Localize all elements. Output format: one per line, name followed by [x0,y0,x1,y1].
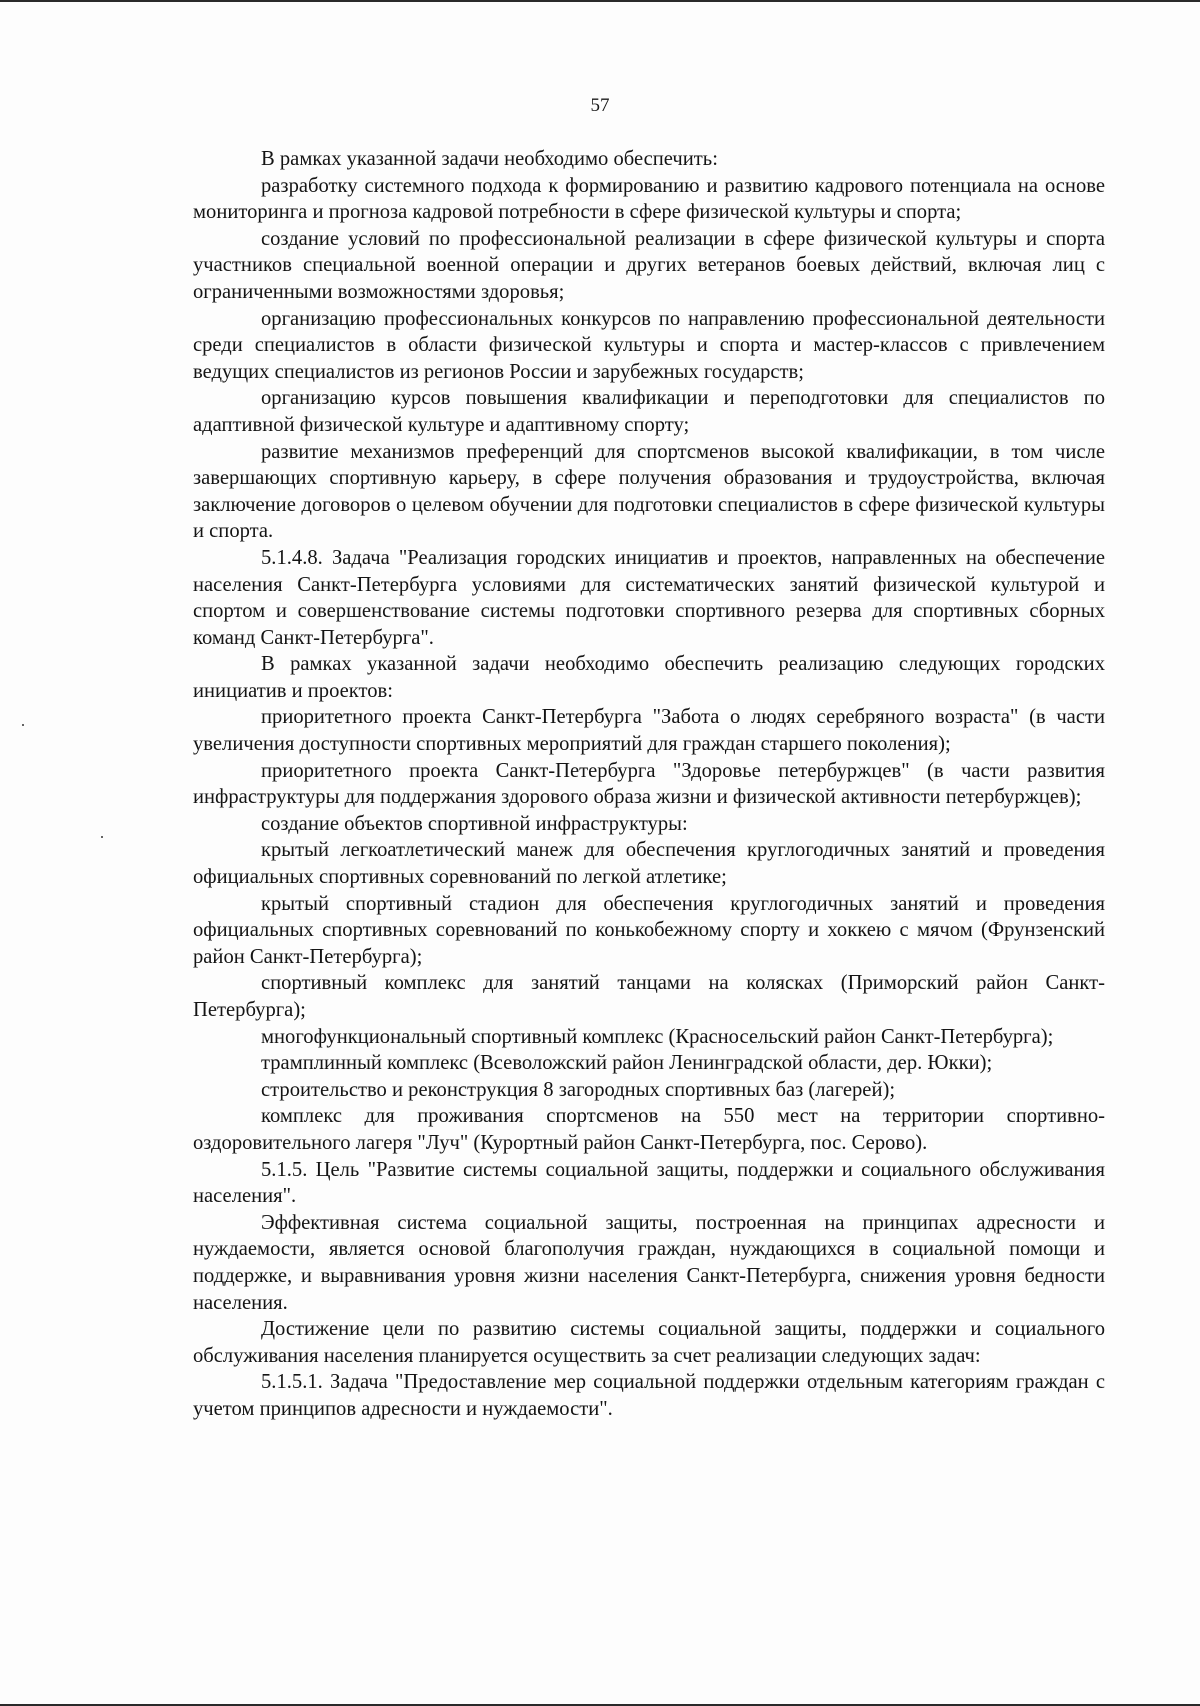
paragraph: организацию курсов повышения квалификации и переподготовки для специалистов по адаптивной физической культуре и адаптивному спорту; [193,387,1105,436]
document-body [193,146,1105,1423]
paragraph: 5.1.5.1. Задача "Предоставление мер социальной поддержки отдельным категориям граждан с учетом принципов адресности и нуждаемости". [193,1371,1105,1420]
paragraph: спортивный комплекс для занятий танцами на колясках (Приморский район Санкт-Петербурга); [193,972,1105,1021]
paragraph: приоритетного проекта Санкт-Петербурга "Здоровье петербуржцев" (в части развития инфраструктуры для поддержания здорового образа жизни и физической активности петербуржцев); [193,759,1105,809]
paragraph: создание объектов спортивной инфраструктуры: [261,812,688,835]
paragraph: В рамках указанной задачи необходимо обеспечить реализацию следующих городских инициатив и проектов: [193,653,1105,702]
paragraph: организацию профессиональных конкурсов по направлению профессиональной деятельности среди специалистов в области физической культуры и спорта и мастер-классов с привлечением ведущих специалистов из регионов России и зарубежных государств; [193,307,1105,383]
paragraph: Эффективная система социальной защиты, построенная на принципах адресности и нуждаемости, является основой благополучия граждан, нуждающихся в социальной помощи и поддержке, и выравнивания уровня жизни населения Санкт-Петербурга, снижения уровня бедности населения. [193,1211,1105,1314]
paragraph: разработку системного подхода к формированию и развитию кадрового потенциала на основе мониторинга и прогноза кадровой потребности в сфере физической культуры и спорта; [193,174,1105,224]
paragraph: строительство и реконструкция 8 загородных спортивных баз (лагерей); [261,1078,896,1101]
scan-speck [101,836,103,838]
paragraph: 5.1.5. Цель "Развитие системы социальной защиты, поддержки и социального обслуживания населения". [193,1158,1105,1208]
paragraph: крытый спортивный стадион для обеспечения круглогодичных занятий и проведения официальных спортивных соревнований по конькобежному спорту и хоккею с мячом (Фрунзенский район Санкт-Петербурга); [193,892,1105,968]
paragraph: Достижение цели по развитию системы социальной защиты, поддержки и социального обслуживания населения планируется осуществить за счет реализации следующих задач: [193,1318,1105,1367]
paragraph: 5.1.4.8. Задача "Реализация городских инициатив и проектов, направленных на обеспечение населения Санкт-Петербурга условиями для систематических занятий физической культурой и спортом и совершенствование системы подготовки спортивного резерва для спортивных сборных команд Санкт-Петербурга". [193,546,1105,649]
paragraph: развитие механизмов преференций для спортсменов высокой квалификации, в том числе завершающих спортивную карьеру, в сфере получения образования и трудоустройства, включая заключение договоров о целевом обучении для подготовки специалистов в сфере физической культуры и спорта. [193,440,1105,543]
page-number: 57 [590,95,610,116]
paragraph: многофункциональный спортивный комплекс (Красносельский район Санкт-Петербурга); [261,1025,1054,1048]
paragraph: приоритетного проекта Санкт-Петербурга "Забота о людях серебряного возраста" (в части увеличения доступности спортивных мероприятий для граждан старшего поколения); [193,706,1105,756]
paragraph: В рамках указанной задачи необходимо обеспечить: [261,148,718,170]
paragraph: создание условий по профессиональной реализации в сфере физической культуры и спорта участников специальной военной операции и других ветеранов боевых действий, включая лиц с ограниченными возможностями здоровья; [193,227,1105,303]
scan-speck [22,724,24,726]
paragraph: крытый легкоатлетический манеж для обеспечения круглогодичных занятий и проведения официальных спортивных соревнований по легкой атлетике; [193,839,1105,889]
paragraph: комплекс для проживания спортсменов на 550 мест на территории спортивно-оздоровительного лагеря "Луч" (Курортный район Санкт-Петербурга, пос. Серово). [193,1105,1105,1154]
paragraph: трамплинный комплекс (Всеволожский район Ленинградской области, дер. Юкки); [261,1052,993,1075]
